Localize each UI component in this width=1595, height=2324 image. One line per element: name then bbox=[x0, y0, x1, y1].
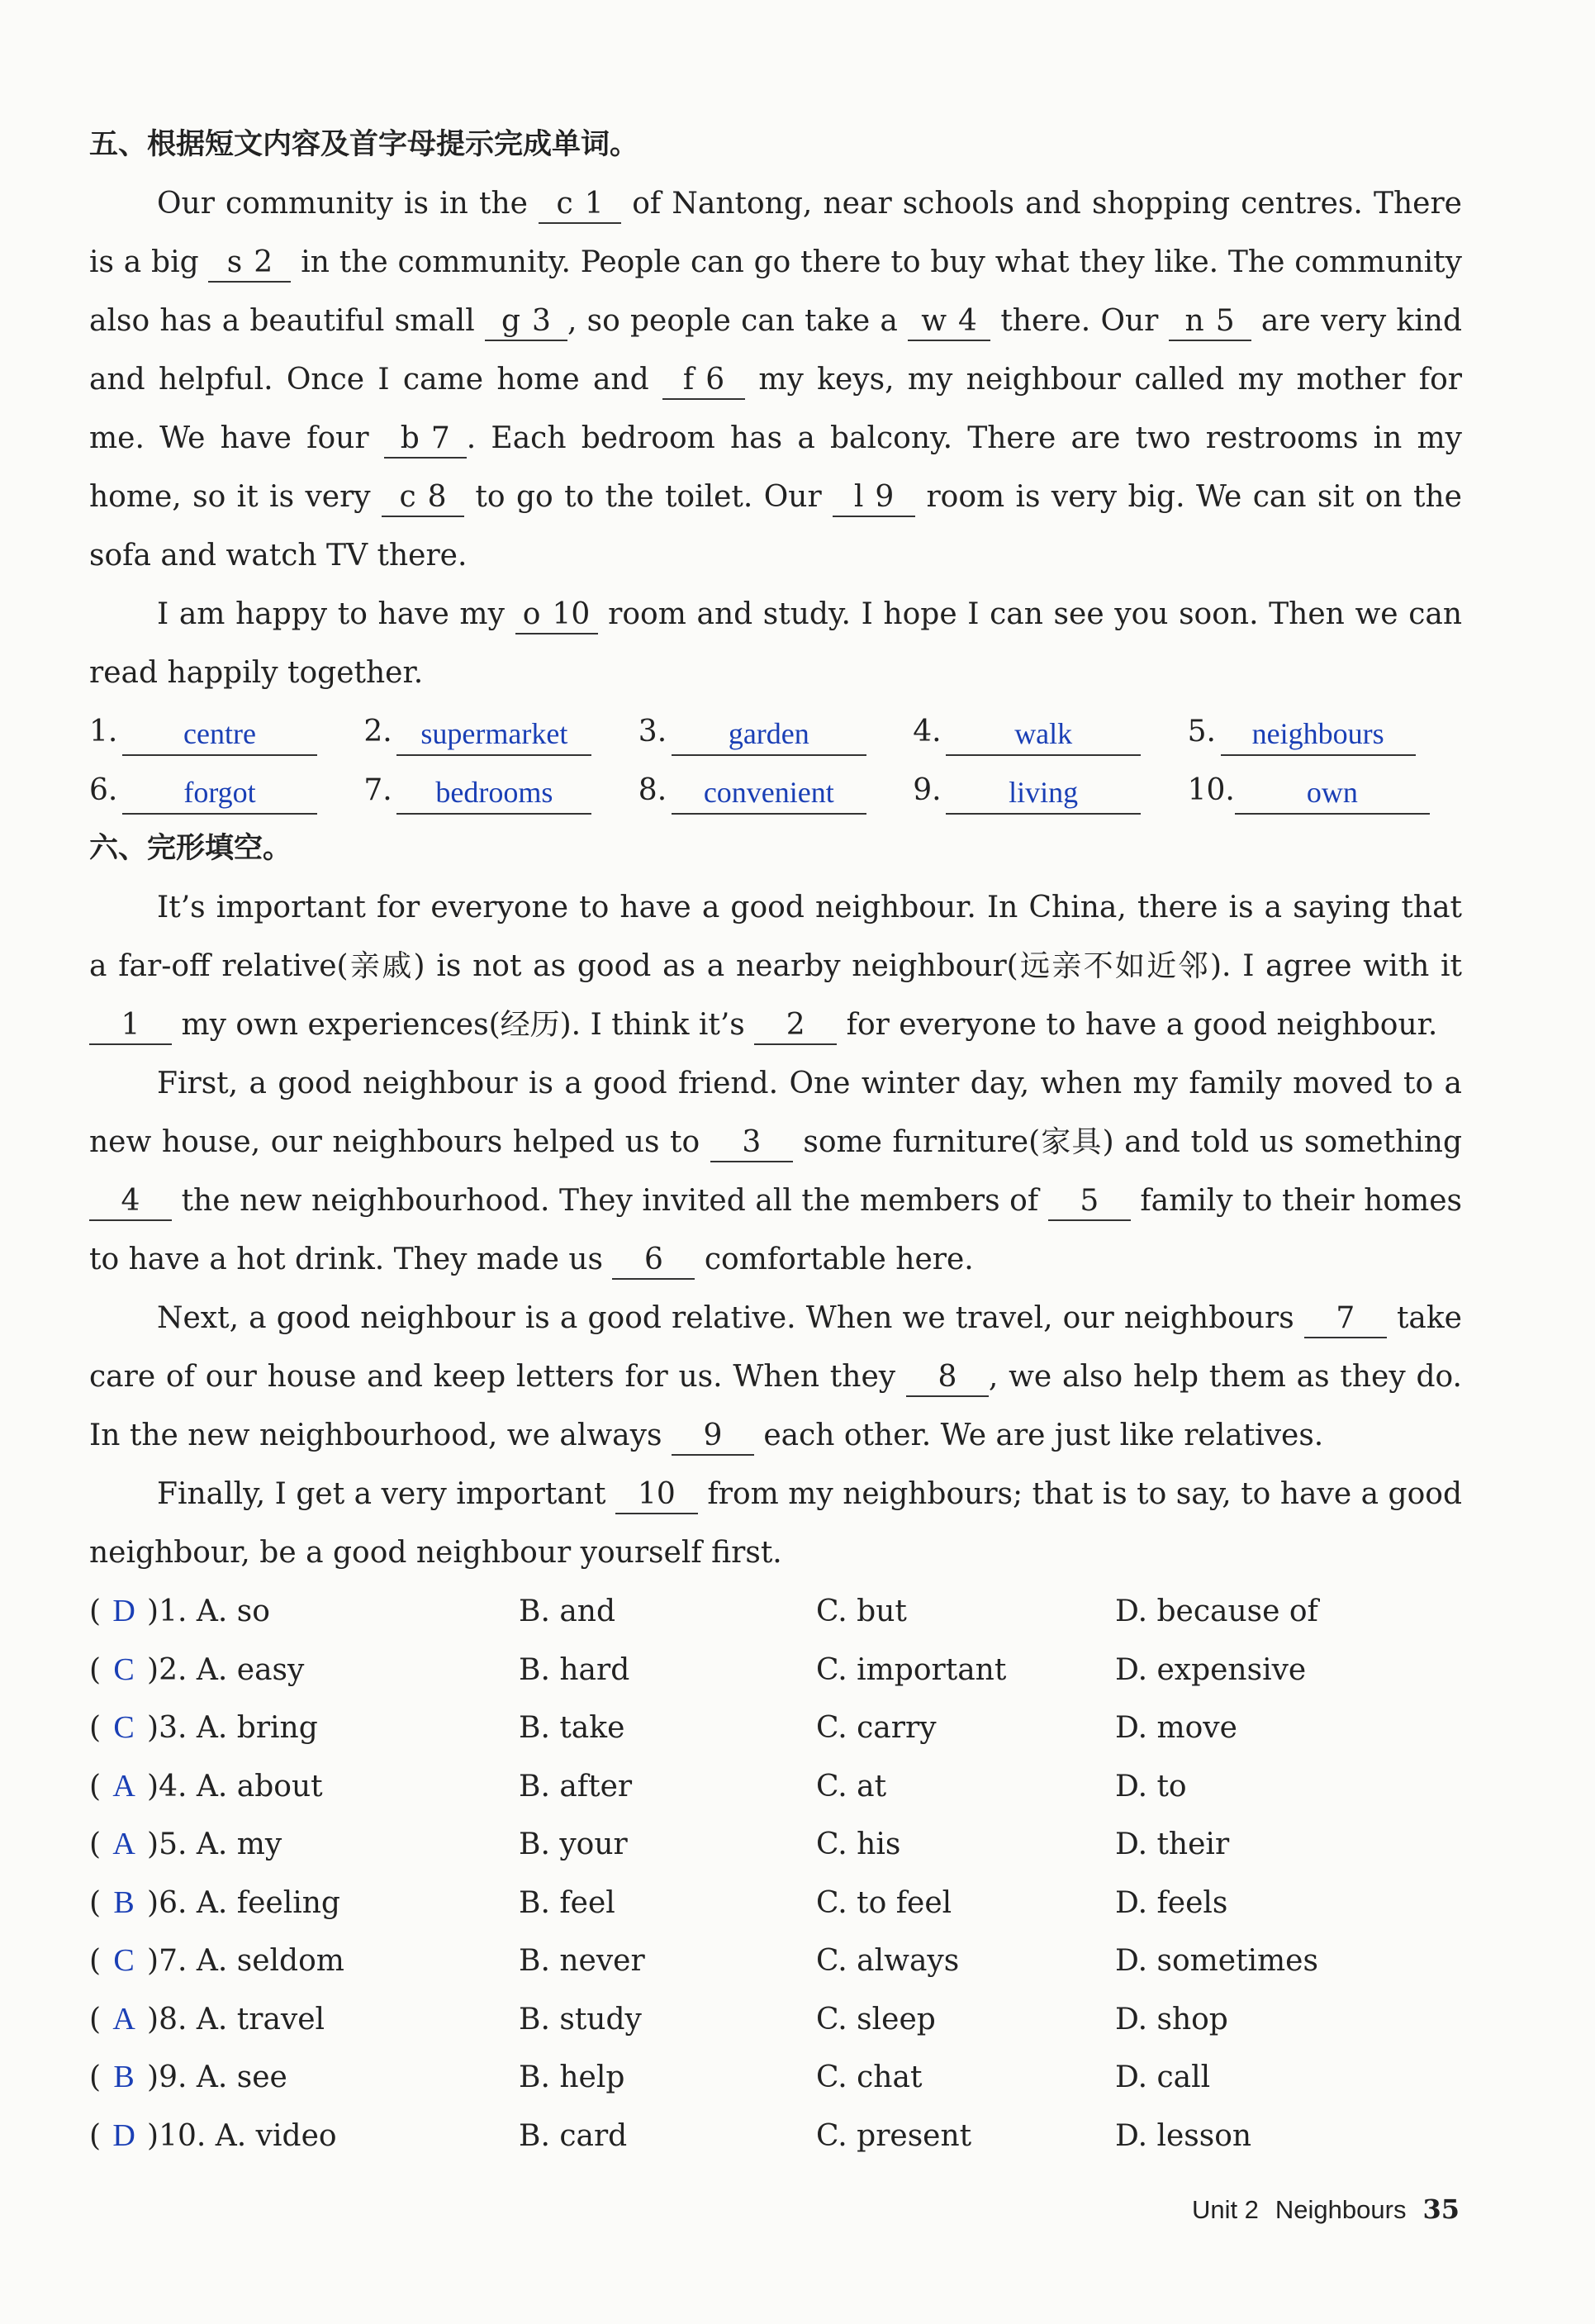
option-a-label: )8. A. travel bbox=[147, 2002, 325, 2036]
s5-text: room and study. I hope I can see you soon. Then we can read happily together. bbox=[89, 597, 1462, 690]
answer-word[interactable]: walk bbox=[946, 713, 1141, 756]
option-a-label: )6. A. feeling bbox=[147, 1885, 340, 1920]
option-row bbox=[89, 2107, 1462, 2165]
page-content bbox=[89, 116, 1462, 2165]
s5-blank-1 bbox=[539, 186, 621, 224]
hint-letter: o bbox=[522, 597, 541, 631]
hint-letter: n bbox=[1184, 304, 1204, 338]
hint-letter: f bbox=[682, 363, 695, 397]
answer-item bbox=[89, 702, 363, 761]
option-b: B. your bbox=[519, 1827, 628, 1861]
s6-text: Finally, I get a very important bbox=[157, 1477, 615, 1511]
option-b: B. hard bbox=[519, 1652, 630, 1687]
answer-word[interactable]: supermarket bbox=[396, 713, 591, 756]
option-b: B. feel bbox=[519, 1885, 615, 1920]
answer-number: 3. bbox=[638, 715, 667, 749]
s6-blank-4: 4 bbox=[89, 1183, 172, 1221]
option-d: D. their bbox=[1115, 1827, 1230, 1861]
answer-choice[interactable]: B bbox=[113, 2060, 135, 2094]
s5-blank-7 bbox=[384, 421, 467, 459]
answer-word[interactable]: forgot bbox=[122, 772, 317, 815]
answer-number: 2. bbox=[363, 715, 392, 749]
option-a-label: )9. A. see bbox=[147, 2060, 287, 2094]
answer-number: 4. bbox=[913, 715, 942, 749]
s5-text: there. Our bbox=[990, 304, 1169, 338]
option-a: ( D )10. A. video bbox=[89, 2107, 519, 2165]
blank-number: 9 bbox=[875, 480, 895, 514]
option-b: B. study bbox=[519, 2002, 642, 2036]
s6-text: for everyone to have a good neighbour. bbox=[837, 1008, 1438, 1042]
s6-text: my own experiences(经历). I think it’s bbox=[172, 1008, 755, 1042]
blank-number: 6 bbox=[705, 363, 725, 397]
option-a: ( D )1. A. so bbox=[89, 1582, 519, 1641]
s6-blank-2: 2 bbox=[754, 1007, 837, 1045]
answer-number: 6. bbox=[89, 773, 118, 807]
option-d: D. move bbox=[1115, 1711, 1237, 1745]
answer-choice[interactable]: A bbox=[112, 2001, 135, 2036]
option-d: D. feels bbox=[1115, 1885, 1228, 1920]
s6-text: comfortable here. bbox=[695, 1243, 974, 1276]
option-b: B. after bbox=[519, 1769, 633, 1804]
option-b: B. never bbox=[519, 1944, 645, 1978]
s6-text: take care of our house and keep letters for us. When they bbox=[89, 1301, 1462, 1394]
option-a: ( C )3. A. bring bbox=[89, 1699, 519, 1757]
blank-number: 7 bbox=[430, 421, 450, 455]
section6-paragraph-2 bbox=[89, 1054, 1462, 1289]
option-d: D. shop bbox=[1115, 2002, 1228, 2036]
blank-number: 2 bbox=[254, 245, 273, 279]
answer-choice[interactable]: D bbox=[112, 1594, 135, 1628]
s5-blank-9 bbox=[833, 479, 915, 517]
answer-number: 9. bbox=[913, 773, 942, 807]
s6-blank-7: 7 bbox=[1304, 1300, 1387, 1338]
answer-number: 1. bbox=[89, 715, 118, 749]
footer-title: Neighbours bbox=[1275, 2195, 1407, 2224]
answer-choice[interactable]: C bbox=[113, 1943, 135, 1978]
option-b: B. take bbox=[519, 1711, 625, 1745]
s5-blank-2 bbox=[208, 245, 291, 283]
answer-choice[interactable]: A bbox=[112, 1768, 135, 1804]
s6-blank-9: 9 bbox=[672, 1418, 754, 1456]
hint-letter: s bbox=[226, 245, 243, 279]
s5-text: I am happy to have my bbox=[157, 597, 515, 631]
s6-text: It’s important for everyone to have a good neighbour. In China, there is a saying that a far-off relative(亲戚) is not as good as a nearby neighbour(远亲不如近邻). I agree with it bbox=[89, 891, 1462, 983]
hint-letter: g bbox=[501, 304, 520, 338]
answer-item bbox=[913, 702, 1187, 761]
answer-item bbox=[638, 702, 913, 761]
s5-text: Our community is in the bbox=[157, 187, 539, 221]
s6-blank-5: 5 bbox=[1048, 1183, 1131, 1221]
s5-text: my keys, my neighbour called my mother for me. We have four bbox=[89, 363, 1462, 455]
answer-number: 10. bbox=[1187, 773, 1235, 807]
option-a: ( A )4. A. about bbox=[89, 1757, 519, 1816]
s5-text: . Each bedroom has a balcony. There are two restrooms in my home, so it is very bbox=[89, 421, 1463, 514]
s5-text: in the community. People can go there to buy what they like. The community also has a beautiful small bbox=[89, 245, 1462, 338]
option-c: C. his bbox=[816, 1827, 901, 1861]
option-a: ( A )8. A. travel bbox=[89, 1990, 519, 2049]
hint-letter: c bbox=[556, 187, 573, 221]
answer-word[interactable]: convenient bbox=[672, 772, 866, 815]
s6-text: family to their homes to have a hot drink. They made us bbox=[89, 1184, 1462, 1276]
section5-paragraph-2 bbox=[89, 585, 1462, 702]
option-row bbox=[89, 1757, 1462, 1816]
answer-item bbox=[913, 761, 1187, 820]
option-c: C. at bbox=[816, 1769, 887, 1804]
answer-number: 8. bbox=[638, 773, 667, 807]
hint-letter: l bbox=[853, 480, 864, 514]
option-b: B. card bbox=[519, 2118, 628, 2153]
s6-text: First, a good neighbour is a good friend. One winter day, when my family moved to a new house, our neighbours helped us to bbox=[89, 1067, 1462, 1159]
hint-letter: c bbox=[399, 480, 416, 514]
hint-letter: b bbox=[400, 421, 420, 455]
answer-choice[interactable]: C bbox=[113, 1710, 135, 1745]
answer-choice[interactable]: D bbox=[112, 2117, 135, 2153]
option-a: ( C )2. A. easy bbox=[89, 1641, 519, 1699]
s5-text: of Nantong, near schools and shopping centres. There is a big bbox=[89, 187, 1462, 279]
answer-item bbox=[1188, 702, 1462, 761]
s6-text: some furniture(家具) and told us something bbox=[792, 1125, 1463, 1159]
option-a-label: )3. A. bring bbox=[147, 1711, 318, 1745]
answer-item bbox=[1188, 761, 1462, 820]
answer-number: 7. bbox=[363, 773, 392, 807]
option-b: B. and bbox=[519, 1594, 616, 1628]
option-row bbox=[89, 1874, 1462, 1932]
option-d: D. sometimes bbox=[1115, 1944, 1318, 1978]
answer-word[interactable]: living bbox=[946, 772, 1141, 815]
answer-item bbox=[89, 761, 363, 820]
option-d: D. because of bbox=[1115, 1594, 1318, 1628]
section6-paragraph-4 bbox=[89, 1465, 1462, 1582]
option-row bbox=[89, 2048, 1462, 2107]
option-row bbox=[89, 1699, 1462, 1757]
s5-blank-6 bbox=[662, 362, 745, 400]
page-footer bbox=[1192, 2189, 1460, 2230]
blank-number: 10 bbox=[552, 597, 591, 631]
hint-letter: w bbox=[921, 304, 947, 338]
option-b: B. help bbox=[519, 2060, 625, 2094]
option-c: C. chat bbox=[816, 2060, 923, 2094]
s6-text: Next, a good neighbour is a good relative. When we travel, our neighbours bbox=[157, 1301, 1304, 1335]
answer-word[interactable]: own bbox=[1235, 772, 1430, 815]
option-c: C. to feel bbox=[816, 1885, 952, 1920]
footer-unit: Unit 2 bbox=[1191, 2195, 1259, 2224]
options-list bbox=[89, 1582, 1462, 2165]
option-row bbox=[89, 1815, 1462, 1874]
answer-choice[interactable]: A bbox=[112, 1827, 135, 1861]
s5-text: to go to the toilet. Our bbox=[464, 480, 833, 514]
option-d: D. expensive bbox=[1115, 1652, 1307, 1687]
s5-blank-5 bbox=[1169, 303, 1251, 341]
option-d: D. lesson bbox=[1115, 2118, 1252, 2153]
s6-blank-1: 1 bbox=[89, 1007, 172, 1045]
answer-item bbox=[638, 761, 913, 820]
s5-blank-8 bbox=[382, 479, 464, 517]
blank-number: 3 bbox=[532, 304, 551, 338]
option-c: C. present bbox=[816, 2118, 972, 2153]
s5-blank-10 bbox=[515, 596, 598, 634]
option-a-label: )5. A. my bbox=[147, 1827, 282, 1861]
section5-paragraph-1 bbox=[89, 174, 1462, 585]
answer-item bbox=[363, 702, 638, 761]
s5-text: , so people can take a bbox=[567, 304, 909, 338]
section6-title: 六、完形填空。 bbox=[89, 832, 292, 865]
option-row bbox=[89, 1641, 1462, 1699]
s5-blank-3 bbox=[485, 303, 567, 341]
s6-text: each other. We are just like relatives. bbox=[753, 1419, 1324, 1452]
option-a: ( B )6. A. feeling bbox=[89, 1874, 519, 1932]
s5-blank-4 bbox=[908, 303, 990, 341]
option-a-label: )10. A. video bbox=[147, 2118, 337, 2153]
s6-text: from my neighbours; that is to say, to have a good neighbour, be a good neighbour yourself first. bbox=[89, 1477, 1462, 1570]
option-a: ( B )9. A. see bbox=[89, 2048, 519, 2107]
s6-blank-6: 6 bbox=[612, 1242, 695, 1280]
option-c: C. sleep bbox=[816, 2002, 936, 2036]
s6-text: , we also help them as they do. In the new neighbourhood, we always bbox=[89, 1360, 1462, 1452]
option-c: C. carry bbox=[816, 1711, 937, 1745]
option-a-label: )1. A. so bbox=[147, 1594, 270, 1628]
option-d: D. to bbox=[1115, 1769, 1187, 1804]
s5-text: room is very big. We can sit on the sofa and watch TV there. bbox=[89, 480, 1462, 573]
section6-paragraph-1 bbox=[89, 878, 1462, 1054]
blank-number: 4 bbox=[958, 304, 977, 338]
s6-blank-8: 8 bbox=[906, 1359, 989, 1397]
option-a: ( C )7. A. seldom bbox=[89, 1932, 519, 1990]
s5-text: are very kind and helpful. Once I came home and bbox=[89, 304, 1462, 397]
s6-text: the new neighbourhood. They invited all the members of bbox=[172, 1184, 1048, 1218]
option-a: ( A )5. A. my bbox=[89, 1815, 519, 1874]
section5-answer-grid bbox=[89, 702, 1462, 820]
blank-number: 8 bbox=[427, 480, 447, 514]
option-a-label: )4. A. about bbox=[147, 1769, 323, 1804]
option-c: C. important bbox=[816, 1652, 1007, 1687]
answer-choice[interactable]: C bbox=[113, 1652, 135, 1687]
answer-choice[interactable]: B bbox=[113, 1884, 135, 1920]
section6-paragraph-3 bbox=[89, 1289, 1462, 1465]
answer-word[interactable]: centre bbox=[122, 713, 317, 756]
option-d: D. call bbox=[1115, 2060, 1211, 2094]
s6-blank-10: 10 bbox=[615, 1476, 698, 1514]
option-c: C. but bbox=[816, 1594, 907, 1628]
s6-blank-3: 3 bbox=[710, 1124, 793, 1162]
option-a-label: )7. A. seldom bbox=[147, 1944, 344, 1978]
section5-title: 五、根据短文内容及首字母提示完成单词。 bbox=[89, 128, 639, 161]
page-number: 35 bbox=[1422, 2193, 1460, 2225]
option-row bbox=[89, 1932, 1462, 1990]
option-row bbox=[89, 1582, 1462, 1641]
answer-word[interactable]: garden bbox=[672, 713, 866, 756]
answer-word[interactable]: bedrooms bbox=[396, 772, 591, 815]
answer-item bbox=[363, 761, 638, 820]
answer-number: 5. bbox=[1187, 715, 1216, 749]
blank-number: 1 bbox=[584, 187, 604, 221]
option-a-label: )2. A. easy bbox=[147, 1652, 305, 1687]
option-c: C. always bbox=[816, 1944, 960, 1978]
answer-word[interactable]: neighbours bbox=[1221, 713, 1416, 756]
option-row bbox=[89, 1990, 1462, 2049]
blank-number: 5 bbox=[1215, 304, 1235, 338]
